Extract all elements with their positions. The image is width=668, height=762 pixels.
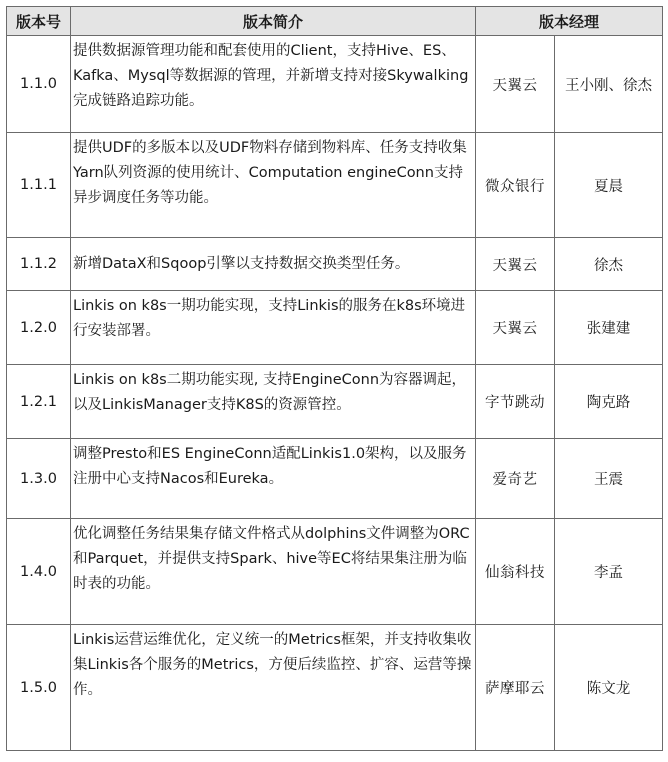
row-team: 天翼云	[476, 238, 555, 291]
row-team: 萨摩耶云	[476, 625, 555, 751]
table-row	[7, 36, 663, 133]
row-team: 天翼云	[476, 291, 555, 365]
row-version: 1.1.2	[7, 238, 71, 291]
row-person: 陶克路	[555, 365, 663, 439]
table-row	[7, 519, 663, 625]
row-person: 张建建	[555, 291, 663, 365]
table-row	[7, 291, 663, 365]
row-team: 爱奇艺	[476, 439, 555, 519]
row-summary: 提供数据源管理功能和配套使用的Client，支持Hive、ES、Kafka、Mysql等数据源的管理，并新增支持对接Skywalking完成链路追踪功能。	[71, 36, 476, 133]
row-person: 夏晨	[555, 133, 663, 238]
release-plan-table	[6, 6, 663, 751]
row-summary: Linkis运营运维优化，定义统一的Metrics框架，并支持收集收集Linkis各个服务的Metrics，方便后续监控、扩容、运营等操作。	[71, 625, 476, 751]
row-person: 徐杰	[555, 238, 663, 291]
row-team: 天翼云	[476, 36, 555, 133]
row-summary: 调整Presto和ES EngineConn适配Linkis1.0架构，以及服务注册中心支持Nacos和Eureka。	[71, 439, 476, 519]
row-team: 仙翁科技	[476, 519, 555, 625]
row-version: 1.1.1	[7, 133, 71, 238]
row-person: 王小刚、徐杰	[555, 36, 663, 133]
row-person: 陈文龙	[555, 625, 663, 751]
header-manager: 版本经理	[476, 7, 663, 36]
table-row	[7, 439, 663, 519]
row-summary: 优化调整任务结果集存储文件格式从dolphins文件调整为ORC和Parquet，并提供支持Spark、hive等EC将结果集注册为临时表的功能。	[71, 519, 476, 625]
row-team: 字节跳动	[476, 365, 555, 439]
row-summary: Linkis on k8s二期功能实现, 支持EngineConn为容器调起，以及LinkisManager支持K8S的资源管控。	[71, 365, 476, 439]
row-version: 1.2.1	[7, 365, 71, 439]
table-row	[7, 625, 663, 751]
table-header-row	[7, 7, 663, 36]
row-person: 王震	[555, 439, 663, 519]
row-summary: Linkis on k8s一期功能实现，支持Linkis的服务在k8s环境进行安装部署。	[71, 291, 476, 365]
row-version: 1.2.0	[7, 291, 71, 365]
row-person: 李孟	[555, 519, 663, 625]
row-version: 1.3.0	[7, 439, 71, 519]
row-summary: 新增DataX和Sqoop引擎以支持数据交换类型任务。	[71, 238, 476, 291]
header-version: 版本号	[7, 7, 71, 36]
row-version: 1.5.0	[7, 625, 71, 751]
table-row	[7, 133, 663, 238]
row-version: 1.4.0	[7, 519, 71, 625]
table-row	[7, 365, 663, 439]
row-version: 1.1.0	[7, 36, 71, 133]
row-team: 微众银行	[476, 133, 555, 238]
table-row	[7, 238, 663, 291]
row-summary: 提供UDF的多版本以及UDF物料存储到物料库、任务支持收集Yarn队列资源的使用统计、Computation engineConn支持异步调度任务等功能。	[71, 133, 476, 238]
header-summary: 版本简介	[71, 7, 476, 36]
